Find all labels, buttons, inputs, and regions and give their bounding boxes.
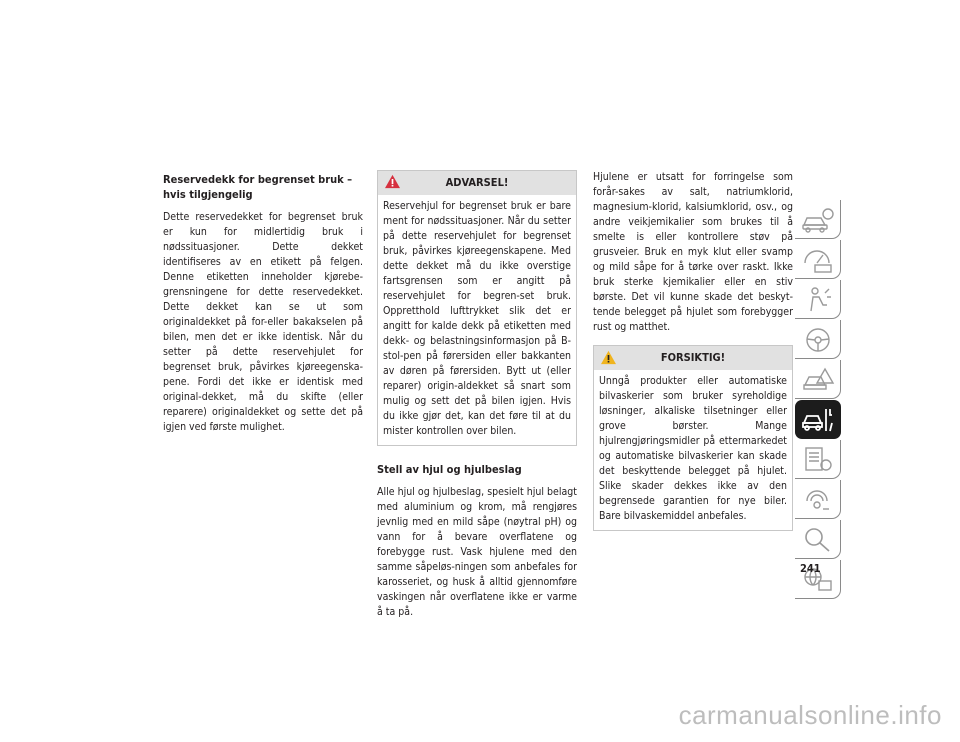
specifications-icon	[801, 445, 835, 474]
page-number: 241	[800, 562, 821, 575]
warning-triangle-icon	[384, 174, 401, 189]
tab-servicing-maintenance[interactable]	[795, 400, 841, 439]
servicing-maintenance-icon	[801, 405, 835, 434]
section-heading-wheel-care: Stell av hjul og hjulbeslag	[377, 463, 522, 476]
warning-text: Reservehjul for begrenset bruk er bare ment for nødssituasjoner. Når du setter på dette reservehjulet for begrenset bruk, påvirkes kjøreegenskapene. Med dette dekket må du ikke overstige fartsgrensen som er angitt på reservehjulet for begren-set bruk. Oppretthold lufttrykket slik det er angitt for kalde dekk på etiketten med dekk- og belastningsinformasjon på B-stol-pen på førersiden eller bakkanten av døren på førersiden. Bytt ut (eller reparer) origin-aldekket så snart som mulig og sett det på bilen igjen. Hvis du ikke gjør det, kan det føre til at du mister kontrollen over bilen.	[383, 200, 571, 437]
dashboard-lights-icon	[801, 245, 835, 274]
multimedia-icon	[801, 485, 835, 514]
watermark: carmanualsonline.info	[678, 700, 942, 730]
tab-multimedia[interactable]	[795, 480, 841, 519]
tab-seat-safety[interactable]	[795, 280, 841, 319]
tab-steering[interactable]	[795, 320, 841, 359]
car-info-icon	[801, 205, 835, 234]
search-index-icon	[801, 525, 835, 554]
warning-header	[378, 171, 576, 195]
wheel-corrosion-paragraph: Hjulene er utsatt for forringelse som forår-sakes av salt, natriumklorid, magnesium-klorid, kalsiumklorid, osv., og andre veikjemikalier som brukes til å smelte is eller kontrollere støv på grusveier. Bruk en myk klut eller svamp og mild såpe for å tørke over raskt. Ikke bruk sterke kjemikalier eller en stiv børste. Det vil kunne skade det beskyt-tende belegget på hjulet som forebygger rust og matthet.	[593, 171, 793, 333]
caution-title: FORSIKTIG!	[660, 351, 726, 364]
section-heading-spare-tire: Reservedekk for begrenset bruk – hvis tilgjengelig	[163, 173, 353, 201]
caution-text: Unngå produkter eller automatiske bilvaskerier som bruker syreholdige løsninger, alkaliske tilsetninger eller grove børster. Mange hjulrengjøringsmidler på ettermarkedet og automatiske bilvaskerier kan skade det beskyttende belegget på hjulet. Slike skader dekkes ikke av den begrensede garantien for nye biler. Bare bilvaskemiddel anbefales.	[599, 375, 787, 522]
tab-car-info[interactable]	[795, 200, 841, 239]
seat-safety-icon	[801, 285, 835, 314]
warning-title: ADVARSEL!	[445, 176, 509, 189]
wheel-care-paragraph: Alle hjul og hjulbeslag, spesielt hjul belagt med aluminium og krom, må rengjøres jevnlig med en mild såpe (nøytral pH) og vann for å bevare overflatene og forebygge rust. Vask hjulene med den samme såpeløs-ningen som anbefales for karosseriet, og husk å alltid gjennomføre vaskingen når overflatene ikke er varme å ta på.	[377, 486, 577, 618]
tab-search-index[interactable]	[795, 520, 841, 559]
warning-box	[377, 170, 577, 446]
hazard-emergency-icon	[801, 365, 835, 394]
column-2	[377, 170, 577, 620]
column-1	[163, 172, 363, 435]
tab-specifications[interactable]	[795, 440, 841, 479]
caution-box	[593, 345, 793, 531]
caution-triangle-icon	[600, 350, 617, 365]
caution-header	[594, 346, 792, 370]
tab-dashboard-lights[interactable]	[795, 240, 841, 279]
tab-emergency[interactable]	[795, 360, 841, 399]
steering-wheel-icon	[801, 325, 835, 354]
spare-tire-paragraph: Dette reservedekket for begrenset bruk er kun for midlertidig bruk i nødssituasjoner. Dette dekket identifiseres av en etikett på felgen. Denne etiketten inneholder kjørebe-grensningene for dette reservedekket. Dette dekket kan se ut som originaldekket på for-eller bakakselen på bilen, men det er ikke identisk. Når du setter på dette reservehjulet for begrenset bruk, påvirkes kjøreegenska-pene. Fordi det ikke er identisk med original-dekket, må du skifte (eller reparere) originaldekket og sette det på igjen ved første mulighet.	[163, 211, 363, 433]
column-3	[593, 170, 793, 531]
